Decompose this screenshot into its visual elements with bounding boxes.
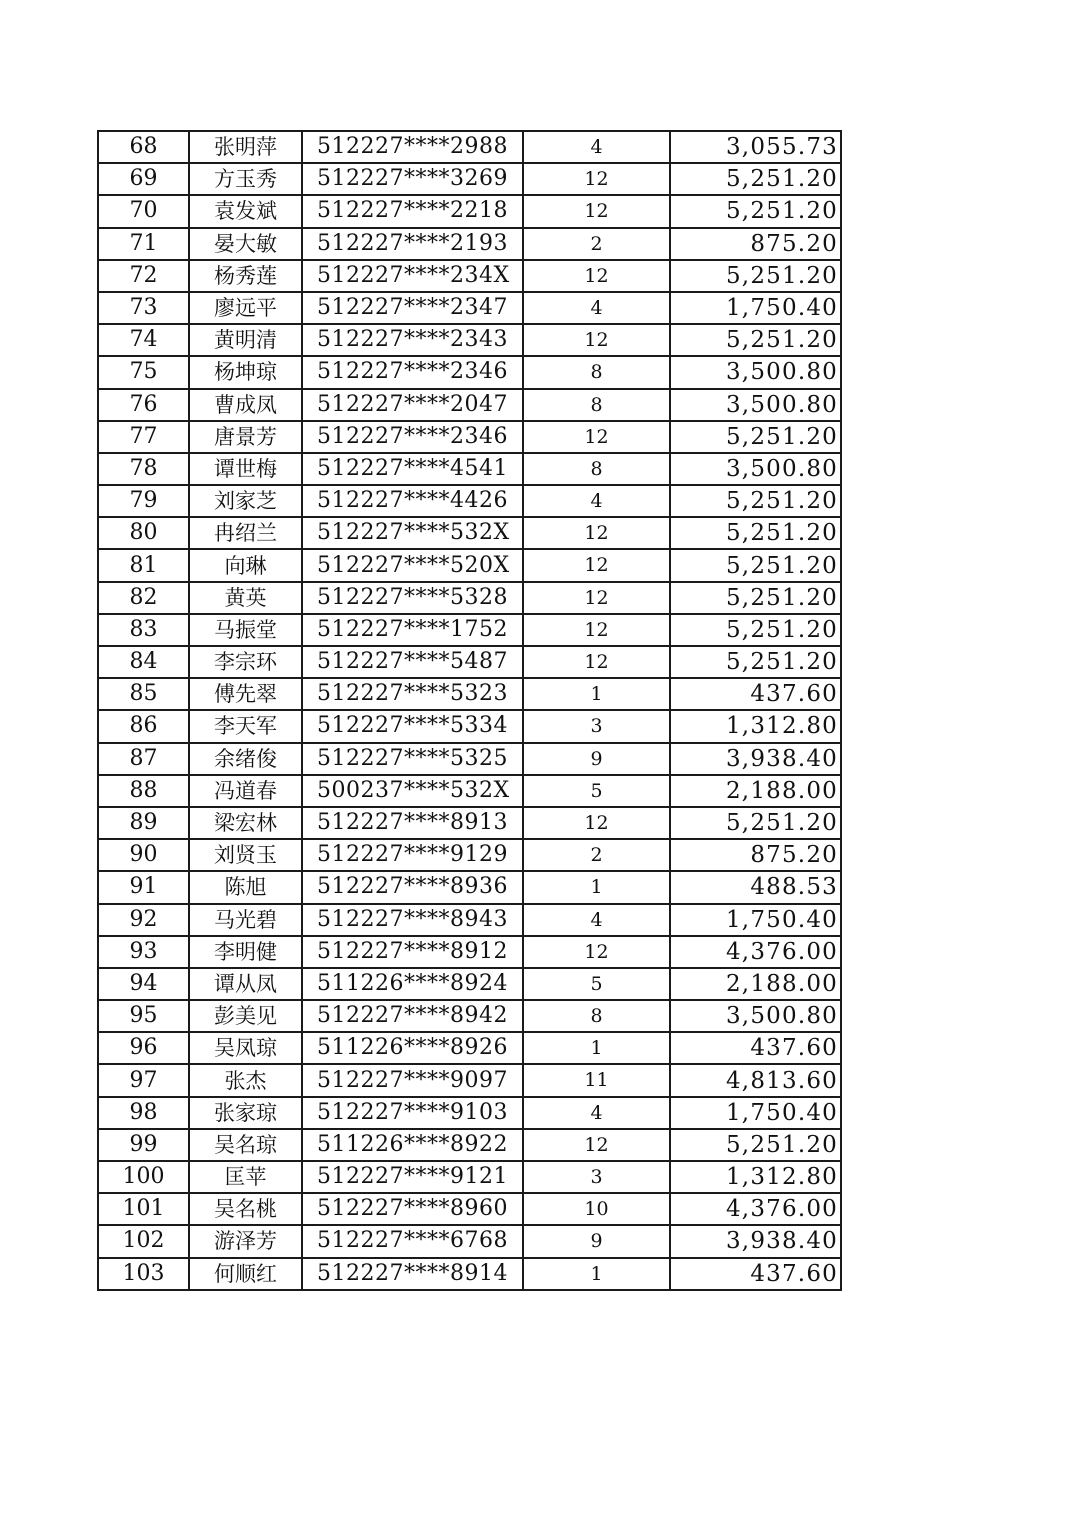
month-count-cell: 4 [523, 1097, 670, 1129]
month-count-cell: 2 [523, 228, 670, 260]
name-cell: 曹成凤 [189, 389, 302, 421]
table-row [98, 775, 841, 807]
table-row [98, 1258, 841, 1290]
id-number-cell: 512227****4426 [302, 485, 523, 517]
amount-cell: 875.20 [670, 228, 841, 260]
month-count-cell: 2 [523, 839, 670, 871]
table-row [98, 195, 841, 227]
table-row [98, 743, 841, 775]
amount-cell: 1,312.80 [670, 1161, 841, 1193]
month-count-cell: 12 [523, 517, 670, 549]
amount-cell: 4,376.00 [670, 936, 841, 968]
table-row [98, 1161, 841, 1193]
row-number-cell: 89 [98, 807, 189, 839]
table-row [98, 871, 841, 903]
name-cell: 张杰 [189, 1064, 302, 1096]
name-cell: 刘贤玉 [189, 839, 302, 871]
row-number-cell: 91 [98, 871, 189, 903]
name-cell: 杨坤琼 [189, 356, 302, 388]
table-body [98, 131, 841, 1290]
table-row [98, 453, 841, 485]
id-number-cell: 512227****2346 [302, 421, 523, 453]
table-row [98, 549, 841, 581]
row-number-cell: 72 [98, 260, 189, 292]
amount-cell: 5,251.20 [670, 163, 841, 195]
table-row [98, 1193, 841, 1225]
id-number-cell: 512227****5487 [302, 646, 523, 678]
row-number-cell: 97 [98, 1064, 189, 1096]
name-cell: 游泽芳 [189, 1225, 302, 1257]
id-number-cell: 512227****2347 [302, 292, 523, 324]
amount-cell: 5,251.20 [670, 549, 841, 581]
name-cell: 吴名桃 [189, 1193, 302, 1225]
id-number-cell: 512227****2988 [302, 131, 523, 163]
row-number-cell: 81 [98, 549, 189, 581]
row-number-cell: 102 [98, 1225, 189, 1257]
id-number-cell: 512227****532X [302, 517, 523, 549]
id-number-cell: 511226****8926 [302, 1032, 523, 1064]
month-count-cell: 1 [523, 1032, 670, 1064]
amount-cell: 3,938.40 [670, 1225, 841, 1257]
name-cell: 冉绍兰 [189, 517, 302, 549]
month-count-cell: 12 [523, 163, 670, 195]
table-row [98, 485, 841, 517]
row-number-cell: 93 [98, 936, 189, 968]
row-number-cell: 95 [98, 1000, 189, 1032]
month-count-cell: 5 [523, 775, 670, 807]
table-row [98, 839, 841, 871]
amount-cell: 437.60 [670, 1032, 841, 1064]
month-count-cell: 8 [523, 356, 670, 388]
table-row [98, 1225, 841, 1257]
id-number-cell: 512227****8912 [302, 936, 523, 968]
name-cell: 李明健 [189, 936, 302, 968]
amount-cell: 5,251.20 [670, 807, 841, 839]
id-number-cell: 512227****8936 [302, 871, 523, 903]
amount-cell: 2,188.00 [670, 775, 841, 807]
name-cell: 马振堂 [189, 614, 302, 646]
name-cell: 张明萍 [189, 131, 302, 163]
name-cell: 杨秀莲 [189, 260, 302, 292]
amount-cell: 5,251.20 [670, 421, 841, 453]
amount-cell: 1,750.40 [670, 1097, 841, 1129]
name-cell: 方玉秀 [189, 163, 302, 195]
id-number-cell: 512227****1752 [302, 614, 523, 646]
table-row [98, 356, 841, 388]
month-count-cell: 12 [523, 324, 670, 356]
id-number-cell: 512227****8913 [302, 807, 523, 839]
row-number-cell: 77 [98, 421, 189, 453]
table-row [98, 710, 841, 742]
id-number-cell: 500237****532X [302, 775, 523, 807]
month-count-cell: 9 [523, 1225, 670, 1257]
amount-cell: 5,251.20 [670, 517, 841, 549]
name-cell: 谭世梅 [189, 453, 302, 485]
id-number-cell: 512227****9129 [302, 839, 523, 871]
month-count-cell: 8 [523, 453, 670, 485]
row-number-cell: 74 [98, 324, 189, 356]
month-count-cell: 12 [523, 582, 670, 614]
month-count-cell: 8 [523, 389, 670, 421]
table-row [98, 517, 841, 549]
row-number-cell: 92 [98, 904, 189, 936]
row-number-cell: 70 [98, 195, 189, 227]
month-count-cell: 10 [523, 1193, 670, 1225]
name-cell: 李天军 [189, 710, 302, 742]
name-cell: 谭从凤 [189, 968, 302, 1000]
month-count-cell: 3 [523, 1161, 670, 1193]
table-row [98, 936, 841, 968]
subsidy-table [97, 130, 842, 1291]
id-number-cell: 512227****9097 [302, 1064, 523, 1096]
table-row [98, 1064, 841, 1096]
id-number-cell: 512227****8942 [302, 1000, 523, 1032]
name-cell: 马光碧 [189, 904, 302, 936]
amount-cell: 5,251.20 [670, 614, 841, 646]
month-count-cell: 5 [523, 968, 670, 1000]
row-number-cell: 96 [98, 1032, 189, 1064]
amount-cell: 2,188.00 [670, 968, 841, 1000]
row-number-cell: 100 [98, 1161, 189, 1193]
month-count-cell: 12 [523, 1129, 670, 1161]
id-number-cell: 512227****5323 [302, 678, 523, 710]
row-number-cell: 94 [98, 968, 189, 1000]
table-row [98, 646, 841, 678]
amount-cell: 3,938.40 [670, 743, 841, 775]
id-number-cell: 512227****5328 [302, 582, 523, 614]
id-number-cell: 511226****8922 [302, 1129, 523, 1161]
table-row [98, 228, 841, 260]
row-number-cell: 75 [98, 356, 189, 388]
id-number-cell: 512227****6768 [302, 1225, 523, 1257]
table-row [98, 389, 841, 421]
amount-cell: 5,251.20 [670, 646, 841, 678]
amount-cell: 5,251.20 [670, 485, 841, 517]
row-number-cell: 85 [98, 678, 189, 710]
month-count-cell: 4 [523, 904, 670, 936]
amount-cell: 5,251.20 [670, 1129, 841, 1161]
table-row [98, 324, 841, 356]
id-number-cell: 512227****2193 [302, 228, 523, 260]
table-row [98, 421, 841, 453]
name-cell: 廖远平 [189, 292, 302, 324]
name-cell: 张家琼 [189, 1097, 302, 1129]
row-number-cell: 99 [98, 1129, 189, 1161]
month-count-cell: 12 [523, 421, 670, 453]
name-cell: 晏大敏 [189, 228, 302, 260]
name-cell: 冯道春 [189, 775, 302, 807]
amount-cell: 3,055.73 [670, 131, 841, 163]
month-count-cell: 1 [523, 1258, 670, 1290]
row-number-cell: 83 [98, 614, 189, 646]
table-row [98, 614, 841, 646]
id-number-cell: 512227****520X [302, 549, 523, 581]
id-number-cell: 512227****4541 [302, 453, 523, 485]
amount-cell: 488.53 [670, 871, 841, 903]
id-number-cell: 512227****8943 [302, 904, 523, 936]
name-cell: 刘家芝 [189, 485, 302, 517]
id-number-cell: 512227****2343 [302, 324, 523, 356]
month-count-cell: 1 [523, 678, 670, 710]
month-count-cell: 8 [523, 1000, 670, 1032]
name-cell: 李宗环 [189, 646, 302, 678]
month-count-cell: 12 [523, 260, 670, 292]
id-number-cell: 512227****2047 [302, 389, 523, 421]
name-cell: 何顺红 [189, 1258, 302, 1290]
row-number-cell: 88 [98, 775, 189, 807]
amount-cell: 437.60 [670, 1258, 841, 1290]
id-number-cell: 512227****2218 [302, 195, 523, 227]
amount-cell: 5,251.20 [670, 260, 841, 292]
month-count-cell: 12 [523, 195, 670, 227]
table-row [98, 968, 841, 1000]
name-cell: 余绪俊 [189, 743, 302, 775]
table-row [98, 904, 841, 936]
id-number-cell: 511226****8924 [302, 968, 523, 1000]
amount-cell: 5,251.20 [670, 582, 841, 614]
month-count-cell: 12 [523, 936, 670, 968]
row-number-cell: 82 [98, 582, 189, 614]
row-number-cell: 103 [98, 1258, 189, 1290]
row-number-cell: 84 [98, 646, 189, 678]
month-count-cell: 12 [523, 614, 670, 646]
month-count-cell: 4 [523, 292, 670, 324]
name-cell: 傅先翠 [189, 678, 302, 710]
name-cell: 吴名琼 [189, 1129, 302, 1161]
month-count-cell: 9 [523, 743, 670, 775]
table-row [98, 582, 841, 614]
table-row [98, 1000, 841, 1032]
amount-cell: 875.20 [670, 839, 841, 871]
id-number-cell: 512227****234X [302, 260, 523, 292]
table-row [98, 678, 841, 710]
amount-cell: 4,376.00 [670, 1193, 841, 1225]
row-number-cell: 90 [98, 839, 189, 871]
month-count-cell: 12 [523, 646, 670, 678]
row-number-cell: 73 [98, 292, 189, 324]
name-cell: 彭美见 [189, 1000, 302, 1032]
id-number-cell: 512227****5334 [302, 710, 523, 742]
id-number-cell: 512227****5325 [302, 743, 523, 775]
table-row [98, 292, 841, 324]
amount-cell: 3,500.80 [670, 389, 841, 421]
amount-cell: 1,750.40 [670, 292, 841, 324]
row-number-cell: 78 [98, 453, 189, 485]
row-number-cell: 79 [98, 485, 189, 517]
month-count-cell: 11 [523, 1064, 670, 1096]
month-count-cell: 4 [523, 131, 670, 163]
row-number-cell: 76 [98, 389, 189, 421]
name-cell: 向琳 [189, 549, 302, 581]
table-row [98, 1097, 841, 1129]
table-row [98, 260, 841, 292]
month-count-cell: 12 [523, 807, 670, 839]
row-number-cell: 68 [98, 131, 189, 163]
name-cell: 梁宏林 [189, 807, 302, 839]
amount-cell: 4,813.60 [670, 1064, 841, 1096]
amount-cell: 1,312.80 [670, 710, 841, 742]
name-cell: 唐景芳 [189, 421, 302, 453]
name-cell: 陈旭 [189, 871, 302, 903]
id-number-cell: 512227****8914 [302, 1258, 523, 1290]
table-row [98, 1129, 841, 1161]
row-number-cell: 86 [98, 710, 189, 742]
amount-cell: 3,500.80 [670, 356, 841, 388]
table-row [98, 807, 841, 839]
amount-cell: 3,500.80 [670, 453, 841, 485]
table-row [98, 131, 841, 163]
name-cell: 黄英 [189, 582, 302, 614]
month-count-cell: 4 [523, 485, 670, 517]
id-number-cell: 512227****9103 [302, 1097, 523, 1129]
id-number-cell: 512227****8960 [302, 1193, 523, 1225]
name-cell: 袁发斌 [189, 195, 302, 227]
amount-cell: 3,500.80 [670, 1000, 841, 1032]
row-number-cell: 101 [98, 1193, 189, 1225]
table-row [98, 163, 841, 195]
row-number-cell: 69 [98, 163, 189, 195]
row-number-cell: 71 [98, 228, 189, 260]
id-number-cell: 512227****9121 [302, 1161, 523, 1193]
id-number-cell: 512227****2346 [302, 356, 523, 388]
name-cell: 黄明清 [189, 324, 302, 356]
table-row [98, 1032, 841, 1064]
month-count-cell: 3 [523, 710, 670, 742]
name-cell: 吴凤琼 [189, 1032, 302, 1064]
amount-cell: 437.60 [670, 678, 841, 710]
month-count-cell: 1 [523, 871, 670, 903]
name-cell: 匡苹 [189, 1161, 302, 1193]
amount-cell: 5,251.20 [670, 324, 841, 356]
amount-cell: 1,750.40 [670, 904, 841, 936]
row-number-cell: 98 [98, 1097, 189, 1129]
amount-cell: 5,251.20 [670, 195, 841, 227]
id-number-cell: 512227****3269 [302, 163, 523, 195]
row-number-cell: 87 [98, 743, 189, 775]
month-count-cell: 12 [523, 549, 670, 581]
row-number-cell: 80 [98, 517, 189, 549]
